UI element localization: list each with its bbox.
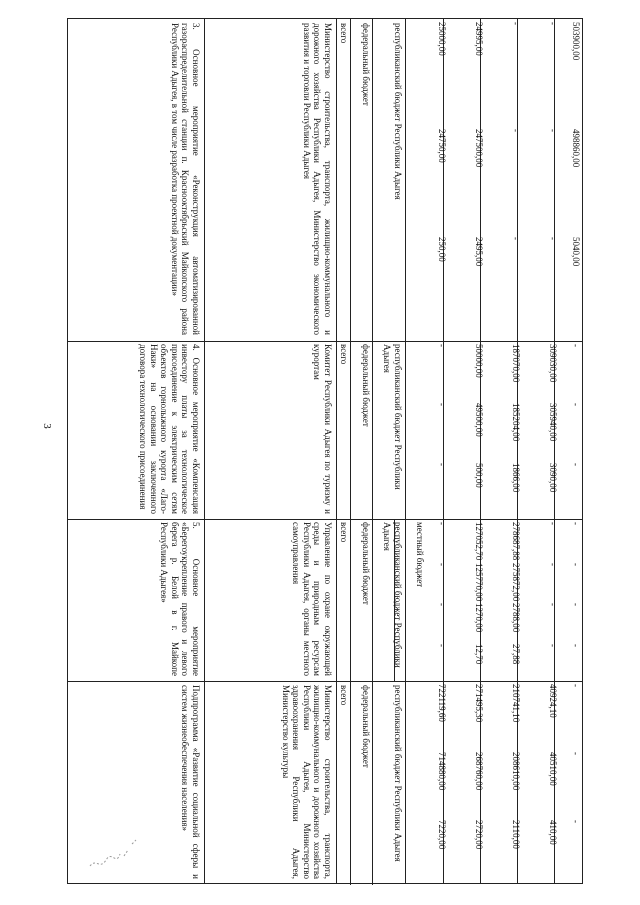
value-cell: 49500,00 xyxy=(474,403,484,438)
value-cell: 40510,00 xyxy=(548,752,558,786)
value-cell: - xyxy=(437,643,447,647)
value-cell: 25000,00 xyxy=(437,22,447,56)
value-cell: 714880,00 xyxy=(437,752,447,791)
value-cell: - xyxy=(571,344,581,347)
value-cell: - xyxy=(548,236,558,240)
value-cell: 498860,00 xyxy=(571,129,581,168)
value-cell: 278687,88 xyxy=(511,522,521,561)
value-cell: 309030,00 xyxy=(548,344,558,383)
source-total-sub: всего xyxy=(339,685,349,706)
value-cell: - xyxy=(437,344,447,347)
value-cell: 2110,00 xyxy=(511,820,521,849)
source-federal-4: федеральный бюджет xyxy=(361,344,371,427)
measure-name-5: 5. Основное мероприятие «Берегоукрепление правого и левого берега р. Белой в г. Майкопе Республики Адыгея» xyxy=(159,522,201,676)
value-cell: 24995,00 xyxy=(474,22,484,56)
value-cell: 275872,00 xyxy=(511,562,521,601)
executor-5: Управление по охране окружающей среды и природным ресурсам Республики Адыгея, органы местного самоуправления xyxy=(291,522,333,676)
value-cell: - xyxy=(571,643,581,647)
source-republic-sub: республиканский бюджет Республики Адыгея xyxy=(393,685,403,862)
value-cell: 5040,00 xyxy=(571,236,581,266)
value-cell: 27,88 xyxy=(511,643,521,664)
value-cell: 208610,00 xyxy=(511,752,521,791)
value-cell: - xyxy=(511,129,521,133)
value-cell: 24750,00 xyxy=(437,129,447,164)
value-cell: 503900,00 xyxy=(571,22,581,61)
value-cell: 500,00 xyxy=(474,462,484,488)
value-cell: 1866,00 xyxy=(511,462,521,492)
source-federal-3: федеральный бюджет xyxy=(361,23,371,106)
value-cell: 50000,00 xyxy=(474,344,484,378)
source-republic-4: республиканский бюджет Республики Адыгея xyxy=(382,344,403,490)
source-local-5: местный бюджет xyxy=(415,522,425,588)
value-cell: - xyxy=(437,522,447,525)
value-cell: - xyxy=(548,643,558,647)
value-cell: 268760,00 xyxy=(474,752,484,791)
executor-3: Министерство строительства, транспорта, жилищно-коммунального и дорожного хозяйства Республики Адыгея, Министерство экономического развития и торговли Республики Адыгея xyxy=(301,23,333,335)
executor-subprogram: Министерство строительства, транспорта, жилищно-коммунального и дорожного хозяйства Республики Адыгея, Министерство здравоохранения Республики Адыгея, Министерство культуры xyxy=(280,685,333,879)
source-federal-sub: федеральный бюджет xyxy=(361,685,371,768)
handwritten-mark xyxy=(86,836,142,876)
source-republic-3: республиканский бюджет Республики Адыгея xyxy=(393,23,403,200)
page-number: 3 xyxy=(40,423,53,429)
value-cell: 185204,00 xyxy=(511,403,521,442)
value-cell: 722119,60 xyxy=(437,684,447,722)
source-total-3: всего xyxy=(339,23,349,44)
source-total-5: всего xyxy=(339,522,349,543)
value-cell: 7220,00 xyxy=(437,820,447,850)
value-cell: - xyxy=(548,22,558,25)
value-cell: 125770,00 xyxy=(474,562,484,601)
value-cell: 250,00 xyxy=(437,236,447,262)
value-cell: - xyxy=(437,562,447,566)
value-cell: 305940,00 xyxy=(548,403,558,442)
subprogram-name: Подпрограмма «Развитие социальной сферы и систем жизнеобеспечения населения» xyxy=(180,685,201,879)
value-cell: 2495,00 xyxy=(474,236,484,266)
source-republic-5: республиканский бюджет Республики Адыгея xyxy=(382,522,403,668)
value-cell: - xyxy=(571,752,581,755)
value-cell: 12,70 xyxy=(474,643,484,664)
value-cell: - xyxy=(437,603,447,606)
value-cell: - xyxy=(571,820,581,823)
value-cell: - xyxy=(571,603,581,606)
source-federal-5: федеральный бюджет xyxy=(361,522,371,605)
measure-name-4: 4. Основное мероприятие «Компенсация инвестору платы за технологическое присоединение к электрическим сетям объектов горнолыжного курорта «Лаго-Наки» на основании заключенного договора технологического присоединения xyxy=(138,344,201,514)
value-cell: - xyxy=(571,562,581,566)
value-cell: 127052,70 xyxy=(474,522,484,561)
value-cell: 210741,10 xyxy=(511,684,521,723)
value-cell: - xyxy=(548,562,558,566)
value-cell: - xyxy=(437,462,447,466)
executor-4: Комитет Республики Адыгея по туризму и курортам xyxy=(312,344,333,514)
value-cell: 2720,00 xyxy=(474,820,484,850)
value-cell: 40924,10 xyxy=(548,684,558,718)
source-total-4: всего xyxy=(339,344,349,365)
value-cell: - xyxy=(571,684,581,687)
value-cell: - xyxy=(571,522,581,525)
value-cell: - xyxy=(511,236,521,240)
value-cell: - xyxy=(511,22,521,25)
value-cell: - xyxy=(548,522,558,525)
value-cell: 187070,00 xyxy=(511,344,521,383)
measure-name-3: 3. Основное мероприятие «Реконструкция автоматизированной газораспределительной станции п. Краснооктябрьский Майкопского района Республики Адыгея, в том числе разработка проектной документации» xyxy=(169,23,201,335)
value-cell: 1270,00 xyxy=(474,603,484,633)
value-cell: - xyxy=(571,462,581,466)
value-cell: 271495,30 xyxy=(474,684,484,723)
value-cell: - xyxy=(548,603,558,606)
value-cell: - xyxy=(571,403,581,407)
value-cell: 247500,00 xyxy=(474,129,484,168)
value-cell: 3090,00 xyxy=(548,462,558,492)
value-cell: 2788,00 xyxy=(511,603,521,633)
value-cell: 410,00 xyxy=(548,820,558,845)
value-cell: - xyxy=(437,403,447,407)
value-cell: - xyxy=(548,129,558,133)
